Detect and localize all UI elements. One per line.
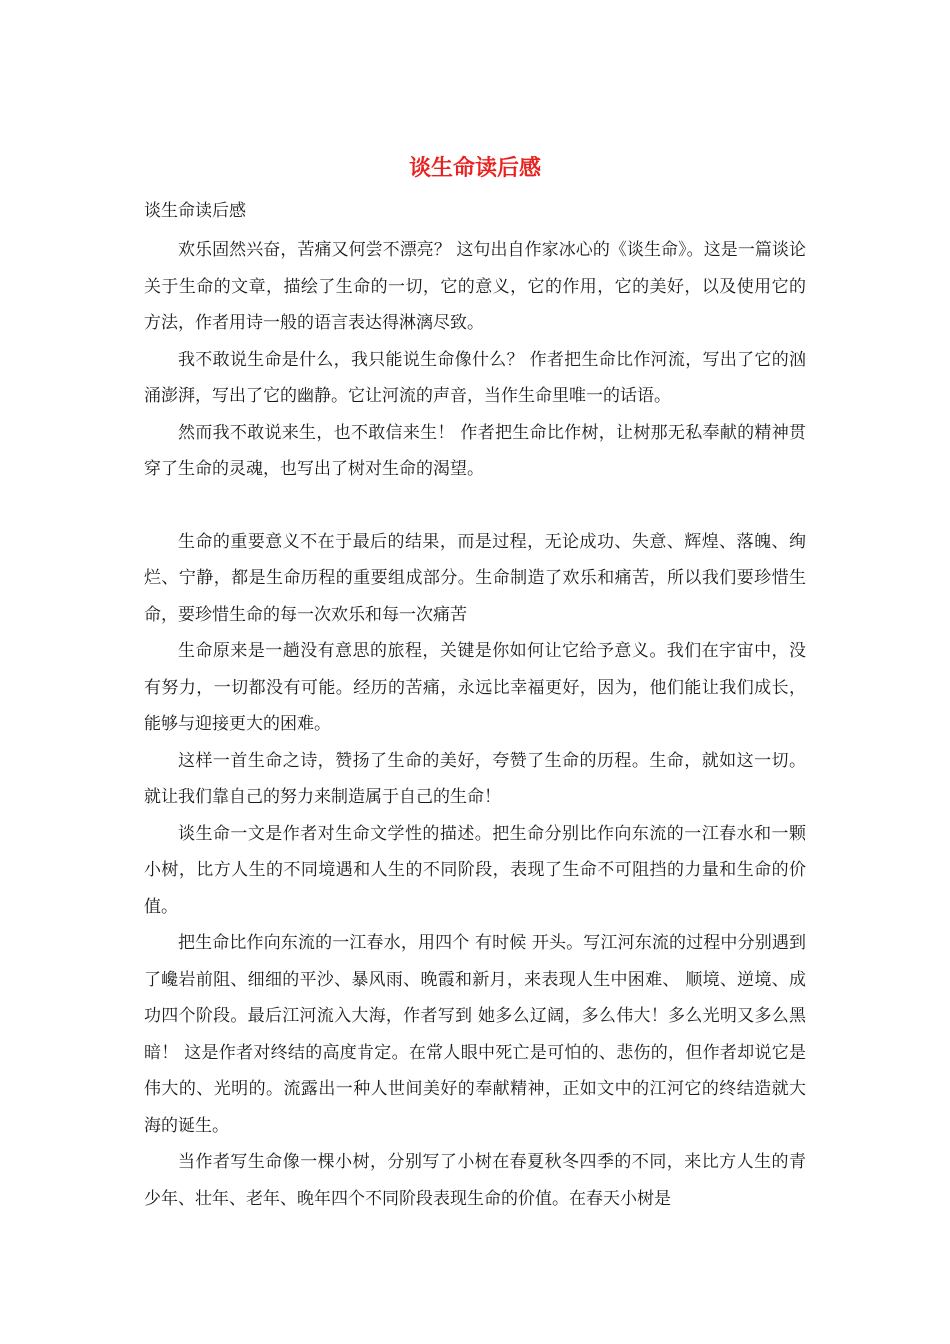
document-subtitle: 谈生命读后感 bbox=[144, 201, 246, 221]
paragraph: 谈生命一文是作者对生命文学性的描述。把生命分别比作向东流的一江春水和一颗小树，比方人生的不同境遇和人生的不同阶段，表现了生命不可阻挡的力量和生命的价值。 bbox=[144, 823, 806, 917]
paragraph: 欢乐固然兴奋，苦痛又何尝不漂亮？ 这句出自作家冰心的《谈生命》。这是一篇谈论关于生命的文章，描绘了生命的一切，它的意义，它的作用，它的美好，以及使用它的方法，作者用诗一般的语言表达得淋漓尽致。 bbox=[144, 240, 806, 333]
document-title: 谈生命读后感 bbox=[408, 155, 541, 181]
paragraph: 我不敢说生命是什么，我只能说生命像什么？ 作者把生命比作河流，写出了它的汹涌澎湃，写出了它的幽静。它让河流的声音，当作生命里唯一的话语。 bbox=[144, 349, 806, 406]
paragraph: 生命原来是一趟没有意思的旅程，关键是你如何让它给予意义。我们在宇宙中，没有努力，一切都没有可能。经历的苦痛，永远比幸福更好，因为，他们能让我们成长，能够与迎接更大的困难。 bbox=[144, 641, 806, 734]
paragraph: 这样一首生命之诗，赞扬了生命的美好，夸赞了生命的历程。生命，就如这一切。就让我们靠自己的努力来制造属于自己的生命！ bbox=[144, 750, 806, 807]
paragraph: 当作者写生命像一棵小树，分别写了小树在春夏秋冬四季的不同，来比方人生的青少年、壮年、老年、晚年四个不同阶段表现生命的价值。在春天小树是 bbox=[144, 1152, 806, 1209]
paragraph: 把生命比作向东流的一江春水，用四个 有时候 开头。写江河东流的过程中分别遇到了巉岩前阻、细细的平沙、暴风雨、晚霞和新月，来表现人生中困难、 顺境、逆境、成功四个阶段。最后江河流入大海，作者写到 她多么辽阔，多么伟大！多么光明又多么黑暗！ 这是作者对终结的高度肯定。在常人眼中死亡是可怕的、悲伤的，但作者却说它是伟大的、光明的。流露出一种人世间美好的奉献精神，正如文中的江河它的终结造就大海的诞生。 bbox=[144, 933, 806, 1136]
document-body bbox=[144, 232, 806, 1217]
paragraph: 生命的重要意义不在于最后的结果，而是过程，无论成功、失意、辉煌、落魄、绚烂、宁静，都是生命历程的重要组成部分。生命制造了欢乐和痛苦，所以我们要珍惜生命，要珍惜生命的每一次欢乐和每一次痛苦 bbox=[144, 531, 806, 625]
paragraph: 然而我不敢说来生，也不敢信来生！ 作者把生命比作树，让树那无私奉献的精神贯穿了生命的灵魂，也写出了树对生命的渴望。 bbox=[144, 422, 806, 479]
